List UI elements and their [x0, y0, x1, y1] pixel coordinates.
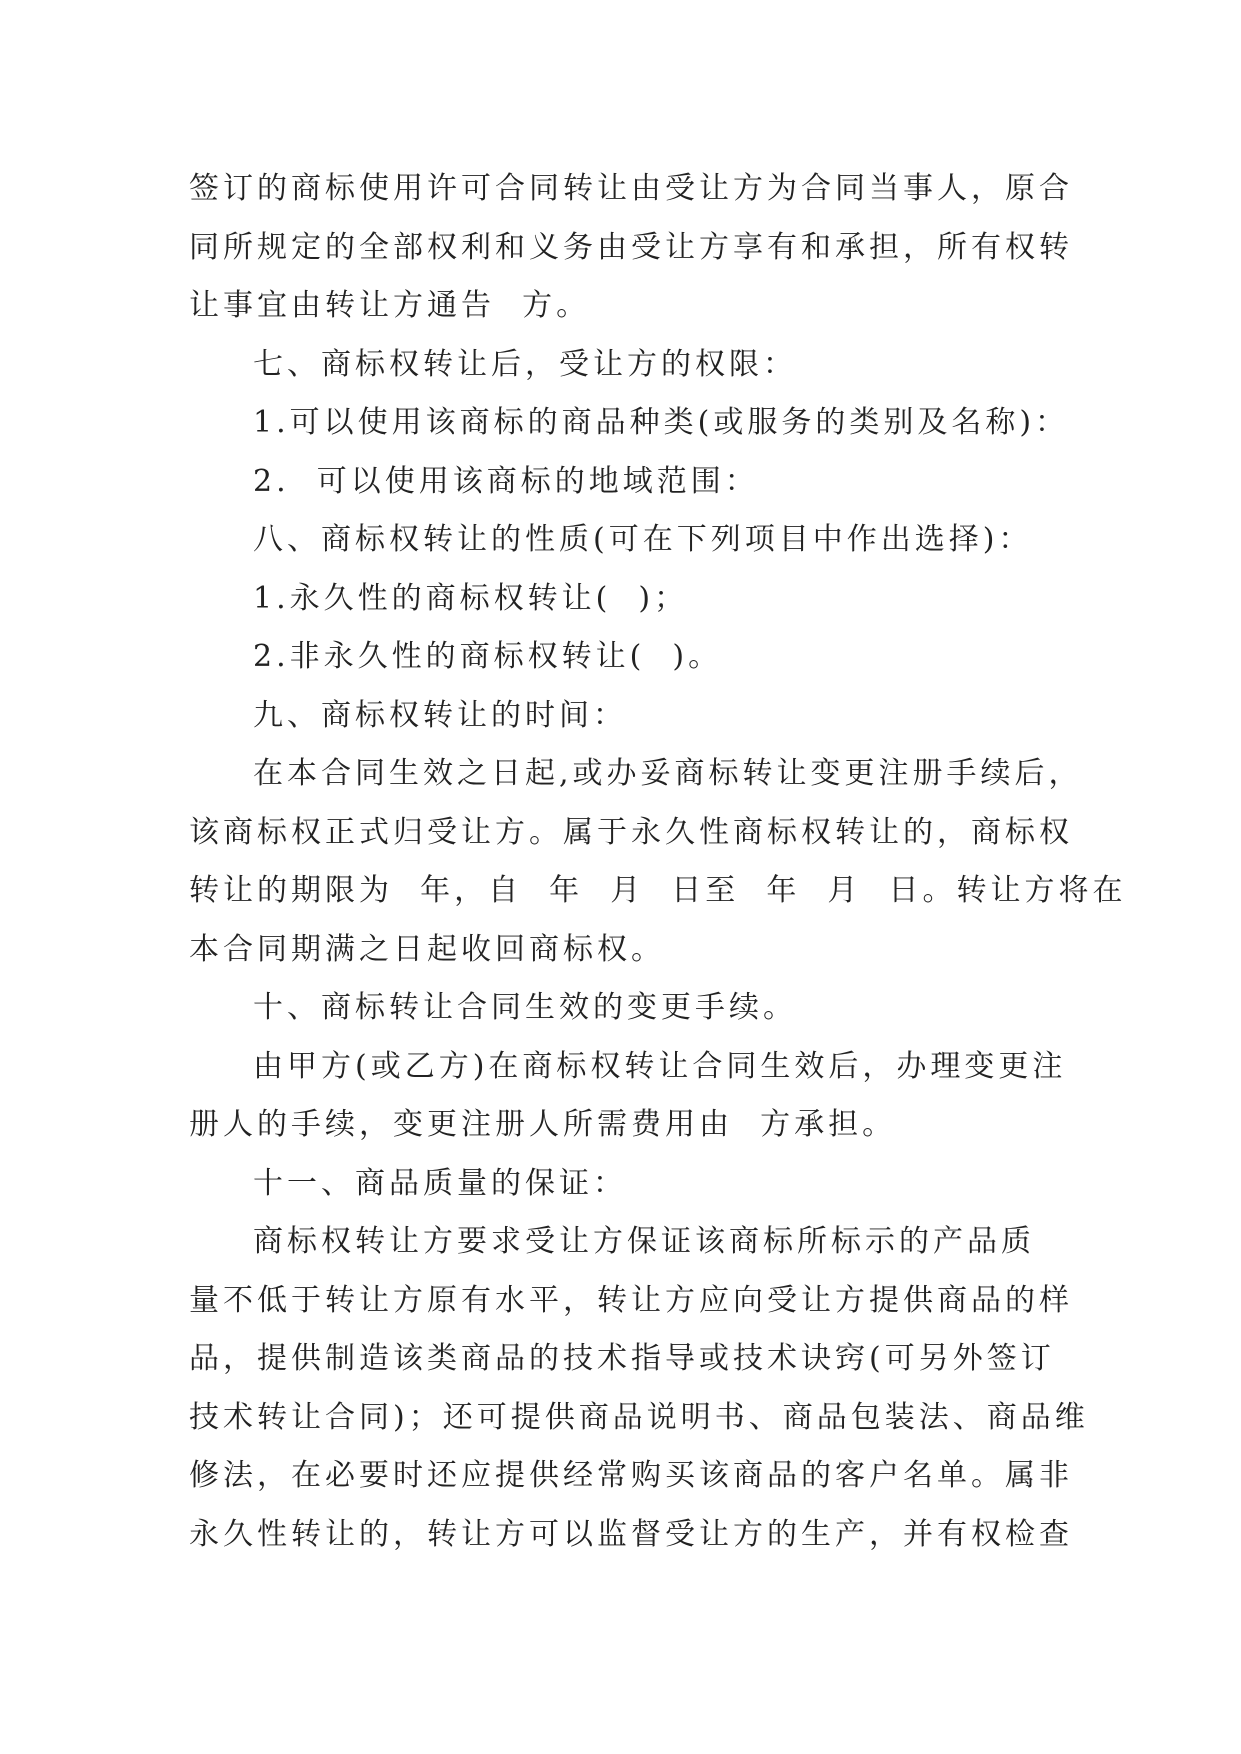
list-item: 2.非永久性的商标权转让( )。 — [253, 639, 723, 674]
section-heading: 十一、商品质量的保证： — [253, 1165, 627, 1201]
section-heading: 九、商标权转让的时间： — [253, 697, 627, 733]
section-heading: 十、商标转让合同生效的变更手续。 — [253, 990, 797, 1025]
list-item: 1.可以使用该商标的商品种类(或服务的类别及名称)： — [253, 405, 1070, 440]
section-heading: 七、商标权转让后，受让方的权限： — [253, 346, 797, 382]
paragraph-line: 修法，在必要时还应提供经常购买该商品的客户名单。属非 — [189, 1458, 1073, 1493]
paragraph-line: 品，提供制造该类商品的技术指导或技术诀窍(可另外签订 — [189, 1341, 1055, 1376]
paragraph-line: 转让的期限为 年，自 年 月 日至 年 月 日。转让方将在 — [189, 873, 1127, 908]
text-line: 让事宜由转让方通告 方。 — [189, 288, 591, 323]
paragraph-line: 册人的手续，变更注册人所需费用由 方承担。 — [189, 1107, 897, 1142]
document-body — [189, 160, 1127, 1564]
paragraph-line: 商标权转让方要求受让方保证该商标所标示的产品质 — [253, 1224, 1035, 1259]
text-line: 同所规定的全部权利和义务由受让方享有和承担，所有权转 — [189, 229, 1073, 265]
paragraph-line: 由甲方(或乙方)在商标权转让合同生效后，办理变更注 — [253, 1048, 1067, 1084]
paragraph-line: 该商标权正式归受让方。属于永久性商标权转让的，商标权 — [189, 814, 1073, 850]
paragraph-line: 量不低于转让方原有水平，转让方应向受让方提供商品的样 — [189, 1282, 1073, 1318]
paragraph-line: 永久性转让的，转让方可以监督受让方的生产，并有权检查 — [189, 1516, 1073, 1552]
paragraph-line: 在本合同生效之日起,或办妥商标转让变更注册手续后， — [253, 756, 1083, 791]
paragraph-line: 本合同期满之日起收回商标权。 — [189, 931, 665, 967]
text-line: 签订的商标使用许可合同转让由受让方为合同当事人，原合 — [189, 171, 1073, 206]
list-item: 1.永久性的商标权转让( )； — [253, 580, 689, 616]
paragraph-line: 技术转让合同)；还可提供商品说明书、商品包装法、商品维 — [189, 1399, 1089, 1435]
list-item: 2. 可以使用该商标的地域范围： — [253, 463, 759, 499]
section-heading: 八、商标权转让的性质(可在下列项目中作出选择)： — [253, 522, 1033, 557]
